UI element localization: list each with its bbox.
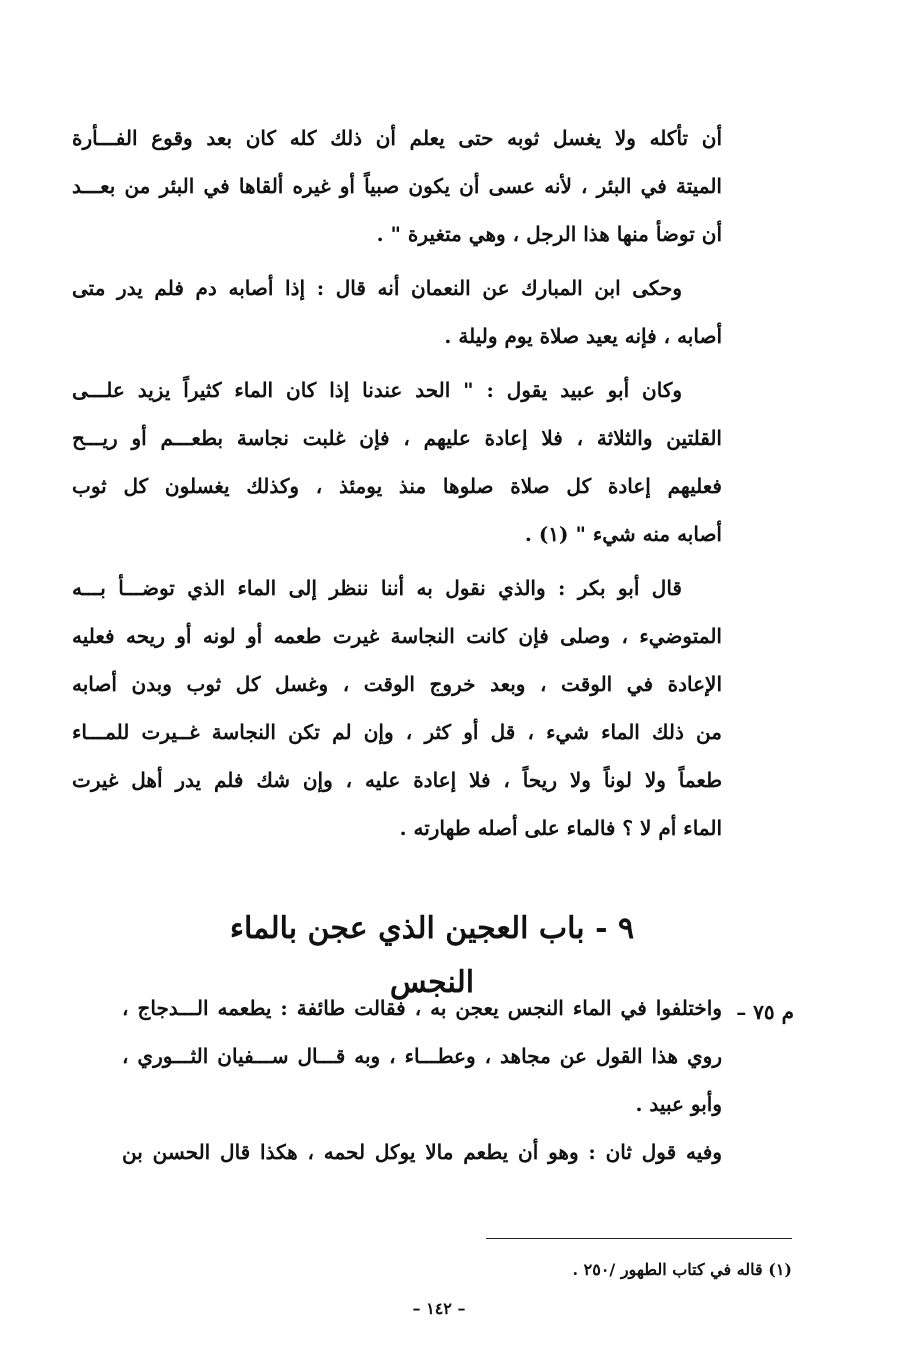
paragraph-line: الماء أم لا ؟ فالماء على أصله طهارته . — [399, 816, 722, 840]
entry-line: وفيه قول ثان : وهو أن يطعم مالا يوكل لحمه ، هكذا قال الحسن بن — [122, 1140, 722, 1164]
entry-line: واختلفوا في الماء النجس يعجن به ، فقالت طائفة : يطعمه الـــدجاج ، — [122, 996, 722, 1020]
paragraph-line: أن تأكله ولا يغسل ثوبه حتى يعلم أن ذلك كله كان بعد وقوع الفـــأرة — [72, 126, 722, 150]
paragraph-line: أن توضأ منها هذا الرجل ، وهي متغيرة " . — [376, 222, 722, 246]
paragraph-line: فعليهم إعادة كل صلاة صلوها منذ يومئذ ، وكذلك يغسلون كل ثوب — [72, 474, 722, 498]
entry-number: م ٧٥ – — [736, 1000, 794, 1024]
paragraph-line: وكان أبو عبيد يقول : " الحد عندنا إذا كان الماء كثيراً يزيد علـــى — [72, 378, 683, 402]
paragraph-line: أصابه ، فإنه يعيد صلاة يوم وليلة . — [444, 324, 722, 348]
entry-line: وأبو عبيد . — [635, 1092, 722, 1116]
paragraph-3 — [72, 366, 722, 558]
paragraph-4 — [72, 564, 722, 852]
paragraph-line: المتوضيء ، وصلى فإن كانت النجاسة غيرت طعمه أو لونه أو ريحه فعليه — [72, 624, 722, 648]
paragraph-line: أصابه منه شيء " (١) . — [524, 522, 722, 546]
paragraph-line: وحكى ابن المبارك عن النعمان أنه قال : إذا أصابه دم فلم يدر متى — [72, 276, 682, 300]
entry-line: روي هذا القول عن مجاهد ، وعطـــاء ، وبه قـــال ســـفيان الثـــوري ، — [122, 1044, 722, 1068]
page-number: – ١٤٢ – — [412, 1299, 466, 1318]
paragraph-line: طعماً ولا لوناً ولا ريحاً ، فلا إعادة عليه ، وإن شك فلم يدر أهل غيرت — [72, 768, 722, 792]
section-heading: ٩ - باب العجين الذي عجن بالماء النجس — [229, 911, 635, 1000]
paragraph-1 — [72, 114, 722, 258]
paragraph-line: من ذلك الماء شيء ، قل أو كثر ، وإن لم تكن النجاسة غــيرت للمـــاء — [72, 720, 722, 744]
entry-text — [122, 984, 722, 1176]
paragraph-line: قال أبو بكر : والذي نقول به أننا ننظر إلى الماء الذي توضـــأ بـــه — [72, 576, 682, 600]
paragraph-line: الميتة في البئر ، لأنه عسى أن يكون صبياً أو غيره ألقاها في البئر من بعـــد — [72, 174, 722, 198]
footnote: (١) قاله في كتاب الطهور /٢٥٠ . — [572, 1260, 792, 1279]
paragraph-line: الإعادة في الوقت ، وبعد خروج الوقت ، وغسل كل ثوب وبدن أصابه — [72, 672, 722, 696]
paragraph-2 — [72, 264, 722, 360]
footnote-divider — [486, 1238, 792, 1239]
paragraph-line: القلتين والثلاثة ، فلا إعادة عليهم ، فإن غلبت نجاسة بطعـــم أو ريـــح — [72, 426, 722, 450]
